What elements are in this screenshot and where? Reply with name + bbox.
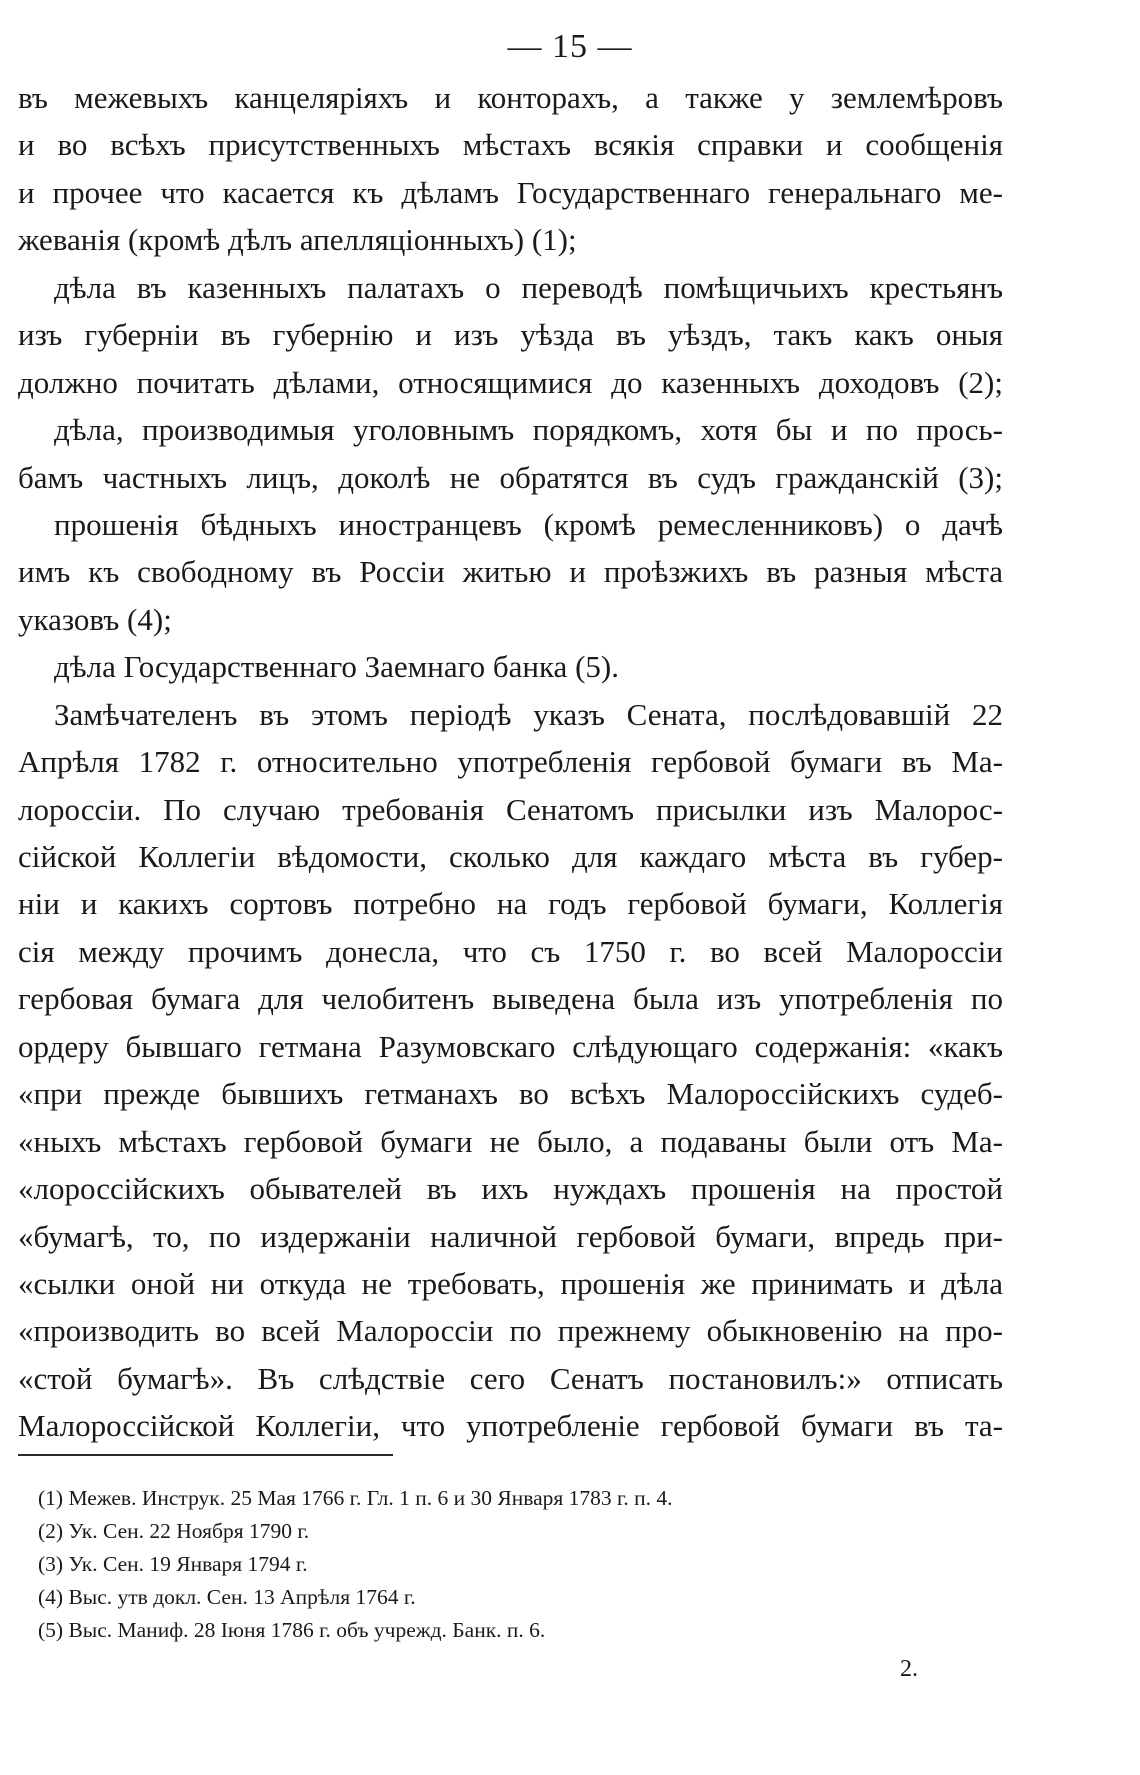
- text-line: «стой бумагѣ». Въ слѣдствіе сего Сенатъ постановилъ:» отписать: [18, 1360, 1003, 1396]
- text-line: изъ губерніи въ губернію и изъ уѣзда въ уѣздъ, такъ какъ оныя: [18, 317, 1003, 353]
- text-line: Апрѣля 1782 г. относительно употребленія гербовой бумаги въ Ма-: [18, 744, 1003, 780]
- text-line: Замѣчателенъ въ этомъ періодѣ указъ Сената, послѣдовавшій 22: [54, 696, 1003, 732]
- text-line: и прочее что касается къ дѣламъ Государственнаго генеральнаго ме-: [18, 174, 1003, 210]
- footnote-4: (4) Выс. утв докл. Сен. 13 Апрѣля 1764 г.: [38, 1585, 416, 1609]
- text-line: дѣла, производимыя уголовнымъ порядкомъ, хотя бы и по прось-: [54, 412, 1003, 448]
- text-line: «ныхъ мѣстахъ гербовой бумаги не было, а подаваны были отъ Ма-: [18, 1123, 1003, 1159]
- text-line: «бумагѣ, то, по издержаніи наличной гербовой бумаги, впредь при-: [18, 1218, 1003, 1254]
- page-number: — 15 —: [507, 28, 633, 65]
- text-line: ніи и какихъ сортовъ потребно на годъ гербовой бумаги, Коллегія: [18, 886, 1003, 922]
- text-line: «производить во всей Малороссіи по прежнему обыкновенію на про-: [18, 1313, 1003, 1349]
- text-line: дѣла Государственнаго Заемнаго банка (5).: [54, 649, 619, 685]
- body-text: [18, 74, 1003, 1450]
- text-line: указовъ (4);: [18, 601, 172, 637]
- text-line: дѣла въ казенныхъ палатахъ о переводѣ помѣщичьихъ крестьянъ: [54, 269, 1003, 305]
- text-line: прошенія бѣдныхъ иностранцевъ (кромѣ ремесленниковъ) о дачѣ: [54, 506, 1003, 542]
- text-line: жеванія (кромѣ дѣлъ апелляціонныхъ) (1);: [18, 222, 577, 258]
- footnote-separator: [18, 1454, 393, 1456]
- footnotes: [38, 1482, 968, 1647]
- footnote-5: (5) Выс. Маниф. 28 Іюня 1786 г. объ учрежд. Банк. п. 6.: [38, 1618, 546, 1642]
- text-line: гербовая бумага для челобитенъ выведена была изъ употребленія по: [18, 981, 1003, 1017]
- text-line: «лороссійскихъ обывателей въ ихъ нуждахъ прошенія на простой: [18, 1171, 1003, 1207]
- text-line: и во всѣхъ присутственныхъ мѣстахъ всякія справки и сообщенія: [18, 127, 1003, 163]
- text-line: имъ къ свободному въ Россіи житью и проѣзжихъ въ разныя мѣста: [18, 554, 1003, 590]
- text-line: бамъ частныхъ лицъ, доколѣ не обратятся въ судъ гражданскій (3);: [18, 459, 1003, 495]
- text-line: «сылки оной ни откуда не требовать, прошенія же принимать и дѣла: [18, 1265, 1003, 1301]
- text-line: ордеру бывшаго гетмана Разумовскаго слѣдующаго содержанія: «какъ: [18, 1028, 1003, 1064]
- text-line: лороссіи. По случаю требованія Сенатомъ присылки изъ Малорос-: [18, 791, 1003, 827]
- footnote-2: (2) Ук. Сен. 22 Ноября 1790 г.: [38, 1519, 310, 1543]
- footnote-1: (1) Межев. Инструк. 25 Мая 1766 г. Гл. 1 п. 6 и 30 Января 1783 г. п. 4.: [38, 1486, 673, 1510]
- text-line: сійской Коллегіи вѣдомости, сколько для каждаго мѣста въ губер-: [18, 839, 1003, 874]
- signature-mark: 2.: [900, 1656, 918, 1682]
- text-line: Малороссійской Коллегіи, что употребленіе гербовой бумаги въ та-: [18, 1408, 1003, 1444]
- text-line: должно почитать дѣлами, относящимися до казенныхъ доходовъ (2);: [18, 364, 1003, 400]
- footnote-3: (3) Ук. Сен. 19 Января 1794 г.: [38, 1552, 308, 1576]
- text-line: сія между прочимъ донесла, что съ 1750 г. во всей Малороссіи: [18, 933, 1003, 969]
- text-line: въ межевыхъ канцеляріяхъ и конторахъ, а также у землемѣровъ: [18, 80, 1003, 115]
- text-line: «при прежде бывшихъ гетманахъ во всѣхъ Малороссійскихъ судеб-: [18, 1076, 1003, 1112]
